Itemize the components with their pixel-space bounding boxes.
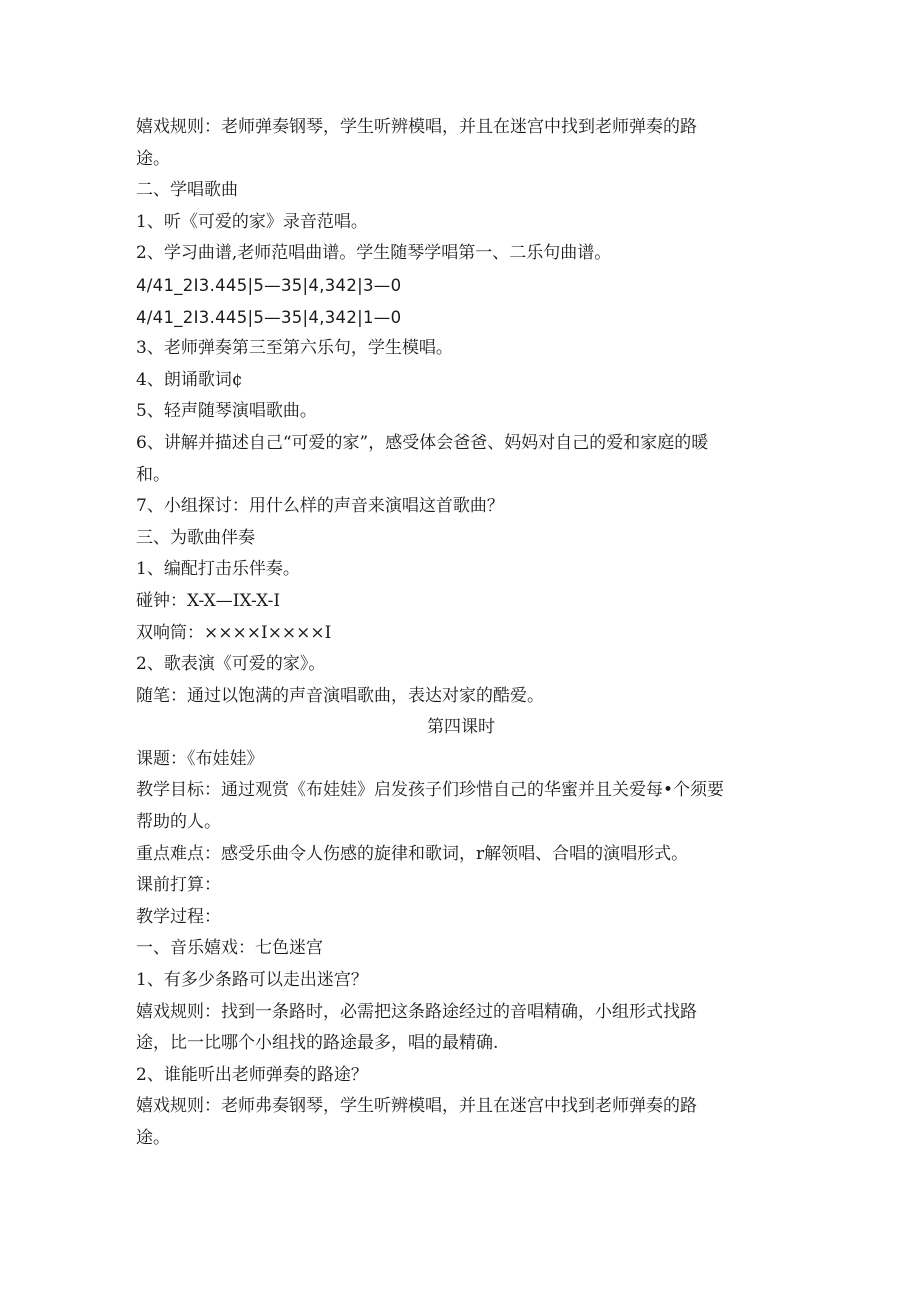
lesson-title: 第四课时	[427, 717, 495, 738]
text-line: 嬉戏规则：老师弹奏钢琴，学生听辨模唱，并且在迷宫中找到老师弹奏的路	[136, 117, 697, 137]
text-line: 随笔：通过以饱满的声音演唱歌曲，表达对家的酷爱。	[136, 685, 544, 706]
text-line: 途。	[136, 148, 170, 169]
list-item: 1、听《可爱的家》录音范唱。	[136, 211, 368, 232]
text-line: 和。	[136, 464, 170, 485]
list-item: 5、轻声随琴演唱歌曲。	[136, 401, 317, 422]
section-heading: 三、为歌曲伴奏	[136, 527, 255, 548]
rhythm-notation: 双响筒：××××I××××I	[136, 622, 332, 643]
text-line: 嬉戏规则：老师弗奏钢琴，学生听辨模唱，并且在迷宫中找到老师弹奏的路	[136, 1096, 697, 1117]
section-heading: 二、学唱歌曲	[136, 180, 238, 201]
list-item: 2、学习曲谱,老师范唱曲谱。学生随琴学唱第一、二乐句曲谱。	[136, 243, 612, 264]
list-item: 2、谁能听出老师弹奏的路途？	[136, 1064, 368, 1085]
list-item: 1、有多少条路可以走出迷宫？	[136, 970, 368, 991]
text-line: 课题：《布娃娃》	[136, 748, 264, 769]
list-item: 3、老师弹奏第三至第六乐句，学生模唱。	[136, 338, 453, 359]
text-line: 嬉戏规则：找到一条路时，必需把这条路途经过的音唱精确，小组形式找路	[136, 1001, 697, 1022]
list-item: 6、讲解并描述自己“可爱的家”，感受体会爸爸、妈妈对自己的爱和家庭的暖	[136, 432, 709, 453]
rhythm-notation: 碰钟：X-X—IX-X-I	[136, 590, 281, 611]
list-item: 2、歌表演《可爱的家》。	[136, 654, 326, 675]
section-heading: 一、音乐嬉戏：七色迷宫	[136, 938, 323, 959]
text-line: 课前打算：	[136, 875, 221, 896]
list-item: 4、朗诵歌词¢	[136, 369, 243, 390]
text-line: 途。	[136, 1128, 170, 1148]
list-item: 7、小组探讨：用什么样的声音来演唱这首歌曲？	[136, 496, 504, 517]
text-line: 教学过程：	[136, 906, 221, 927]
text-line: 教学目标：通过观赏《布娃娃》启发孩子们珍惜自己的华蜜并且关爱每•个须要	[136, 780, 725, 801]
text-line: 重点难点：感受乐曲令人伤感的旋律和歌词，r解领唱、合唱的演唱形式。	[136, 843, 689, 864]
music-notation: 4/41_2I3.445|5—35|4,342|1—0	[136, 307, 402, 327]
text-line: 帮助的人。	[136, 812, 221, 833]
document-page	[136, 112, 786, 1155]
music-notation: 4/41_2I3.445|5—35|4,342|3—0	[136, 275, 402, 295]
text-line: 途，比一比哪个小组找的路途最多，唱的最精确.	[136, 1033, 499, 1054]
list-item: 1、编配打击乐伴奏。	[136, 559, 300, 580]
